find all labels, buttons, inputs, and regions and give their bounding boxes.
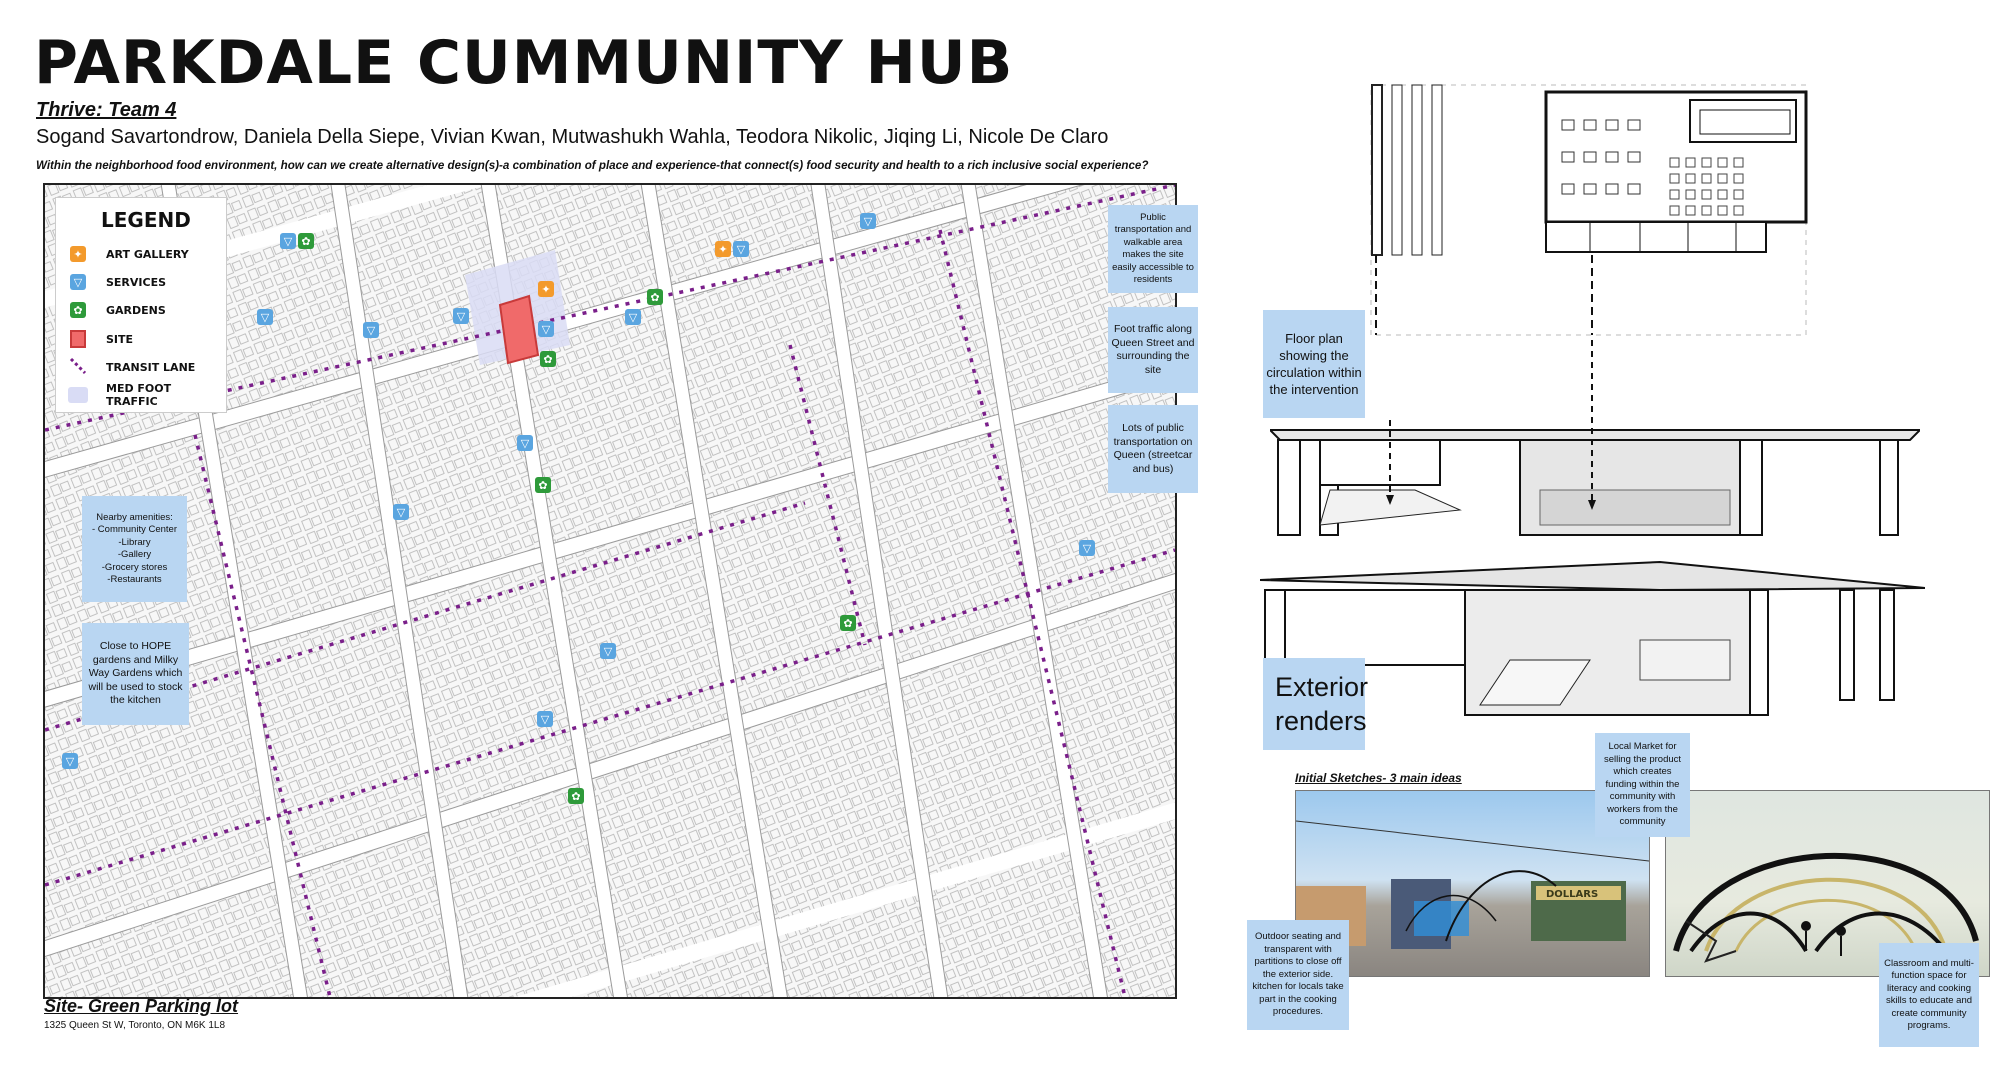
note-transit: Lots of public transportation on Queen (streetcar and bus) bbox=[1108, 405, 1198, 493]
floor-plan-drawing bbox=[1370, 80, 1820, 340]
note-foot-traffic: Foot traffic along Queen Street and surrounding the site bbox=[1108, 307, 1198, 393]
services-marker[interactable]: ▽ bbox=[733, 241, 749, 257]
note-local-market: Local Market for selling the product which creates funding within the community with workers from the community bbox=[1595, 733, 1690, 837]
legend-label: SITE bbox=[106, 332, 134, 346]
art-gallery-marker[interactable]: ✦ bbox=[538, 281, 554, 297]
section-render bbox=[1270, 330, 1920, 540]
garden-marker[interactable]: ✿ bbox=[568, 788, 584, 804]
note-classroom: Classroom and multi- function space for literacy and cooking skills to educate and create community programs. bbox=[1879, 943, 1979, 1047]
foot-traffic-icon bbox=[68, 387, 88, 403]
services-marker[interactable]: ▽ bbox=[280, 233, 296, 249]
services-marker[interactable]: ▽ bbox=[537, 711, 553, 727]
legend-item-foot-traffic bbox=[68, 384, 226, 406]
site-icon bbox=[70, 330, 86, 348]
map-legend bbox=[55, 197, 227, 413]
art-gallery-marker[interactable]: ✦ bbox=[715, 241, 731, 257]
legend-label: TRANSIT LANE bbox=[106, 360, 196, 374]
garden-marker[interactable]: ✿ bbox=[298, 233, 314, 249]
note-floor-plan: Floor plan showing the circulation within the intervention bbox=[1263, 310, 1365, 418]
note-outdoor-seating: Outdoor seating and transparent with partitions to close off the exterior side. kitchen for locals take part in the cooking procedures. bbox=[1247, 920, 1349, 1030]
services-marker[interactable]: ▽ bbox=[517, 435, 533, 451]
services-marker[interactable]: ▽ bbox=[257, 309, 273, 325]
services-marker[interactable]: ▽ bbox=[600, 643, 616, 659]
transit-lane-icon bbox=[68, 356, 88, 376]
legend-label: GARDENS bbox=[106, 303, 166, 317]
legend-item-gardens bbox=[68, 299, 166, 321]
legend-label: SERVICES bbox=[106, 275, 167, 289]
team-members: Sogand Savartondrow, Daniela Della Siepe, Vivian Kwan, Mutwashukh Wahla, Teodora Nikolic, Jiqing Li, Nicole De Claro bbox=[36, 126, 1109, 148]
services-marker[interactable]: ▽ bbox=[363, 322, 379, 338]
services-marker[interactable]: ▽ bbox=[453, 308, 469, 324]
services-icon: ▽ bbox=[70, 274, 86, 290]
services-marker[interactable]: ▽ bbox=[62, 753, 78, 769]
legend-item-services bbox=[68, 271, 166, 293]
gardens-icon: ✿ bbox=[70, 302, 86, 318]
legend-label: MED FOOT TRAFFIC bbox=[106, 382, 172, 408]
note-exterior-renders: Exterior renders bbox=[1263, 658, 1365, 750]
legend-label: ART GALLERY bbox=[106, 247, 189, 261]
garden-marker[interactable]: ✿ bbox=[647, 289, 663, 305]
services-marker[interactable]: ▽ bbox=[538, 321, 554, 337]
design-question: Within the neighborhood food environment, how can we create alternative design(s)-a combination of place and experience-that connect(s) food security and health to a rich inclusive social experience? bbox=[36, 159, 1149, 172]
note-gardens: Close to HOPE gardens and Milky Way Gardens which will be used to stock the kitchen bbox=[82, 623, 189, 725]
note-amenities: Nearby amenities: - Community Center -Library -Gallery -Grocery stores -Restaurants bbox=[82, 496, 187, 602]
board-title: PARKDALE CUMMUNITY HUB bbox=[34, 28, 1014, 98]
garden-marker[interactable]: ✿ bbox=[840, 615, 856, 631]
garden-marker[interactable]: ✿ bbox=[540, 351, 556, 367]
legend-title: LEGEND bbox=[101, 208, 191, 232]
services-marker[interactable]: ▽ bbox=[1079, 540, 1095, 556]
services-marker[interactable]: ▽ bbox=[860, 213, 876, 229]
note-public-transport: Public transportation and walkable area makes the site easily accessible to residents bbox=[1108, 205, 1198, 293]
legend-item-art-gallery bbox=[68, 243, 189, 265]
services-marker[interactable]: ▽ bbox=[393, 504, 409, 520]
art-gallery-icon: ✦ bbox=[70, 246, 86, 262]
legend-item-transit-lane bbox=[68, 356, 195, 378]
team-name: Thrive: Team 4 bbox=[36, 99, 177, 121]
services-marker[interactable]: ▽ bbox=[625, 309, 641, 325]
site-map bbox=[43, 183, 1177, 999]
site-address: 1325 Queen St W, Toronto, ON M6K 1L8 bbox=[44, 1020, 226, 1031]
sketches-title: Initial Sketches- 3 main ideas bbox=[1295, 771, 1462, 785]
legend-item-site bbox=[68, 328, 133, 350]
dollar-store-sign: DOLLARS bbox=[1546, 889, 1599, 900]
garden-marker[interactable]: ✿ bbox=[535, 477, 551, 493]
site-title: Site- Green Parking lot bbox=[44, 996, 239, 1016]
